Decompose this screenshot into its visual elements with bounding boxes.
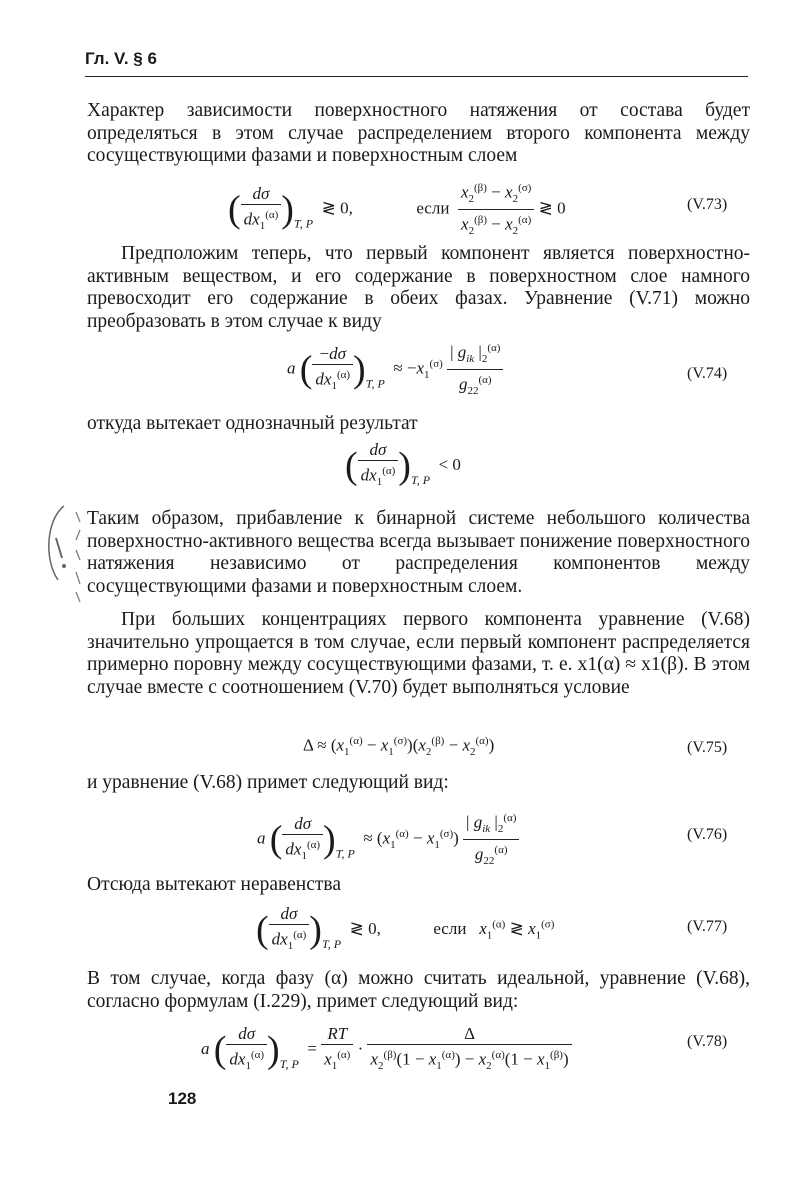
paragraph-7: Отсюда вытекают неравенства	[87, 874, 342, 895]
paragraph-6: и уравнение (V.68) примет следующий вид:	[87, 772, 449, 793]
equation-v77: ( $\frac{d\sigma}{dx_1^{(\alpha)}}$ )$_{T, P}$ ≷ 0, если $x_1^{(\alpha)}$ ≷ $x_1^{(\sigma)}$	[256, 904, 555, 953]
equation-number-v75: (V.75)	[687, 739, 728, 756]
equation-v75: $\Delta \approx (x_1^{(\alpha)} - x_1^{(\sigma)})(x_2^{(\beta)} - x_2^{(\alpha)})$	[303, 735, 495, 759]
paragraph-3: откуда вытекает однозначный результат	[87, 413, 418, 434]
page-number: 128	[168, 1089, 197, 1108]
equation-v74: a ( $\frac{-d\sigma}{dx_1^{(\alpha)}}$ )$_{T, P} \approx -x_1^{(\sigma)}$ $\frac{| g_{ik} |_2^{(\alpha)}}{g_{22}^{(\alpha)}}$	[287, 338, 503, 401]
paragraph-4: Таким образом, прибавление к бинарной системе небольшого количества поверхностно-активного вещества всегда вызывает понижение поверхностного натяжения независимо от распределения компонентов между сосуществующими фазами и поверхностным слоем.	[87, 508, 750, 597]
equation-number-v74: (V.74)	[687, 365, 728, 382]
paragraph-2: Предположим теперь, что первый компонент является поверхностно-активным веществом, и его содержание в поверхностном слое намного превосходит его содержание в обеих фазах. Уравнение (V.71) можно преобразовать в этом случае к виду	[87, 243, 750, 332]
equation-v76: a ( $\frac{d\sigma}{dx_1^{(\alpha)}}$ )$_{T, P} \approx (x_1^{(\alpha)} - x_1^{(\sigma)})$ $\frac{| g_{ik} |_2^{(\alpha)}}{g_{22}^{(\alpha)}}$	[257, 808, 519, 871]
equation-result: ( $\frac{d\sigma}{dx_1^{(\alpha)}}$ )$_{T, P} < 0$	[345, 440, 461, 489]
equation-number-v73: (V.73)	[687, 196, 728, 213]
equation-number-v76: (V.76)	[687, 826, 728, 843]
paragraph-5: При больших концентрациях первого компонента уравнение (V.68) значительно упрощается в том случае, если первый компонент распределяется примерно поровну между сосуществующими фазами, т. е. x1(α) ≈ x1(β). В этом случае вместе с соотношением (V.70) будет выполняться условие	[87, 609, 750, 698]
header-rule	[85, 76, 748, 77]
paragraph-8: В том случае, когда фазу (α) можно считать идеальной, уравнение (V.68), согласно формулам (I.229), примет следующий вид:	[87, 968, 750, 1012]
equation-number-v78: (V.78)	[687, 1033, 728, 1050]
equation-number-v77: (V.77)	[687, 918, 728, 935]
running-header: Гл. V. § 6	[85, 49, 157, 68]
equation-v78: a ( $\frac{d\sigma}{dx_1^{(\alpha)}}$ )$_{T, P}$ = $\frac{RT}{x_1^{(\alpha)}}$ · $\frac{\Delta}{x_2^{(\beta)}(1 - x_1^{(\alpha)}) - x_2^{(\alpha)}(1 - x_1^{(\beta)})}$	[201, 1024, 572, 1076]
handwritten-margin-mark	[36, 500, 86, 610]
paragraph-1: Характер зависимости поверхностного натяжения от состава будет определяться в этом случае распределением второго компонента между сосуществующими фазами и поверхностным слоем	[87, 100, 750, 166]
equation-v73: ( $\frac{d\sigma}{dx_1^{(\alpha)}}$ )$_{T, P}$ ≷ 0, если $\frac{x_2^{(\beta)} - x_2^{(\sigma)}}{x_2^{(\beta)} - x_2^{(\alpha)}}$ ≷ 0	[228, 178, 566, 241]
